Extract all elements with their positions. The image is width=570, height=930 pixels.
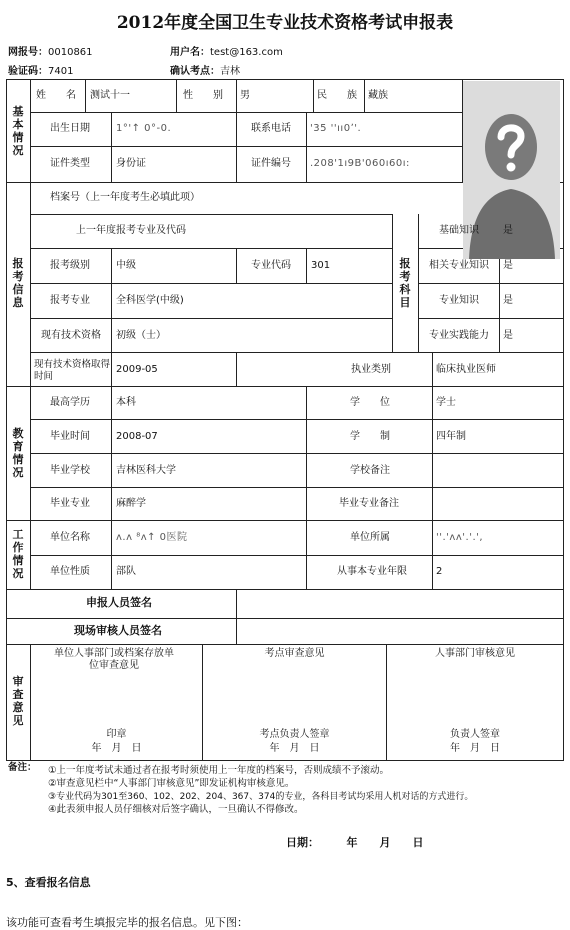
review-col3-title: 人事部门审核意见 [435,648,515,659]
practice-label: 执业类别 [351,364,391,375]
degree-label: 学 位 [350,397,390,408]
note-line: ①上一年度考试未通过者在报考时须使用上一年度的档案号，否则成绩不予滚动。 [48,765,390,776]
exam-site: 确认考点：吉林 [170,66,240,77]
nation-label: 民 族 [317,90,357,101]
date-line: 日期： 年 月 日 [286,836,424,849]
notes-label: 备注： [8,762,37,773]
subject-value: 是 [503,225,513,236]
section-work-label: 工作情况 [12,528,24,580]
edu-level-label: 最高学历 [50,397,90,408]
unit-type-value: 部队 [116,566,136,577]
code-value: 301 [311,260,331,271]
review-col3-sign: 负责人签章 [450,729,500,740]
subject-name: 专业知识 [439,295,479,306]
gender-label: 性 别 [183,90,223,101]
major-note-label: 毕业专业备注 [339,498,399,509]
review-col1-title: 单位人事部门或档案存放单位审查意见 [54,648,174,671]
gender-value: 男 [240,90,250,101]
nation-value: 藏族 [368,90,388,101]
subject-value: 是 [503,330,513,341]
unit-value: ʌ.ʌ ⁸ᴧ↑ 0医院 [116,532,188,543]
archive-label: 档案号（上一年度考生必填此项） [50,192,200,203]
note-line: ④此表须申报人员仔细核对后签字确认，一旦确认不得修改。 [48,804,304,815]
qual-date-value: 2009-05 [116,364,158,375]
id-number-label: 证件编号 [251,158,291,169]
id-number-value: .208'1ı9B'060ı60ı: [310,158,410,169]
subject-value: 是 [503,260,513,271]
grad-major-value: 麻醉学 [116,498,146,509]
application-form [6,79,564,761]
section-review-label: 审查意见 [12,675,24,727]
section-apply-label: 报考信息 [12,257,24,309]
name-value: 测试十一 [90,90,130,101]
review-col3-date: 年 月 日 [450,743,500,754]
note-line: ②审查意见栏中“人事部门审核意见”即发证机构审核意见。 [48,778,295,789]
school-value: 吉林医科大学 [116,465,176,476]
form-title: 2012年度全国卫生专业技术资格考试申报表 [116,13,454,33]
unit-label: 单位名称 [50,532,90,543]
review-col2-title: 考点审查意见 [264,648,325,659]
review-col1-sign: 印章 [106,729,127,740]
note-line: ③专业代码为301至360、102、202、204、367、374的专业，各科目考试均采用人机对话的方式进行。 [48,792,474,802]
id-type-label: 证件类型 [50,158,90,169]
section-edu-label: 教育情况 [12,427,24,479]
level-value: 中级 [116,260,136,271]
section-subject-label: 报考科目 [399,257,411,309]
phone-value: '35 ''ıı0ʼ'. [310,123,362,134]
unit-type-label: 单位性质 [50,566,90,577]
review-col2-date: 年 月 日 [269,743,320,754]
system-value: 四年制 [436,431,466,442]
grad-major-label: 毕业专业 [50,498,90,509]
code-label: 专业代码 [251,260,291,271]
review-col1-date: 年 月 日 [91,743,142,754]
unit-loc-label: 单位所属 [350,532,390,543]
unit-loc-value: ''.'ʌʌ'.'.', [436,532,484,543]
subject-name: 基础知识 [439,225,479,236]
applicant-signature-label: 申报人员签名 [86,596,152,609]
birth-value: 1°'↑ 0°-0. [116,123,172,134]
school-label: 毕业学校 [50,465,90,476]
level-label: 报考级别 [50,260,90,271]
birth-label: 出生日期 [50,123,90,134]
review-col2-sign: 考点负责人签章 [259,729,330,740]
major-label: 报考专业 [50,295,90,306]
system-label: 学 制 [350,431,390,442]
grad-time-label: 毕业时间 [50,431,90,442]
username: 用户名：test@163.com [170,47,283,58]
qual-date-label: 现有技术资格取得时间 [34,359,111,382]
qual-value: 初级（士） [116,330,166,341]
major-value: 全科医学(中级) [116,295,184,306]
subject-name: 专业实践能力 [429,330,489,341]
name-label: 姓 名 [36,90,76,101]
qual-label: 现有技术资格 [41,330,101,341]
subject-value: 是 [503,295,513,306]
id-type-value: 身份证 [116,158,146,169]
degree-value: 学士 [436,397,456,408]
years-value: 2 [436,566,443,577]
last-year-label: 上一年度报考专业及代码 [76,225,186,236]
edu-level-value: 本科 [116,397,136,408]
practice-value: 临床执业医师 [436,364,496,375]
subject-name: 相关专业知识 [429,260,489,271]
verify-code: 验证码：7401 [8,66,74,77]
description-paragraph: 该功能可查看考生填报完毕的报名信息。见下图： [6,916,248,929]
web-number: 网报号：0010861 [8,47,93,58]
phone-label: 联系电话 [251,123,291,134]
onsite-signature-label: 现场审核人员签名 [74,624,162,637]
school-note-label: 学校备注 [350,465,390,476]
section-basic-label: 基本情况 [12,105,24,157]
years-label: 从事本专业年限 [337,566,407,577]
grad-time-value: 2008-07 [116,431,158,442]
section-heading: 5、查看报名信息 [6,876,91,889]
